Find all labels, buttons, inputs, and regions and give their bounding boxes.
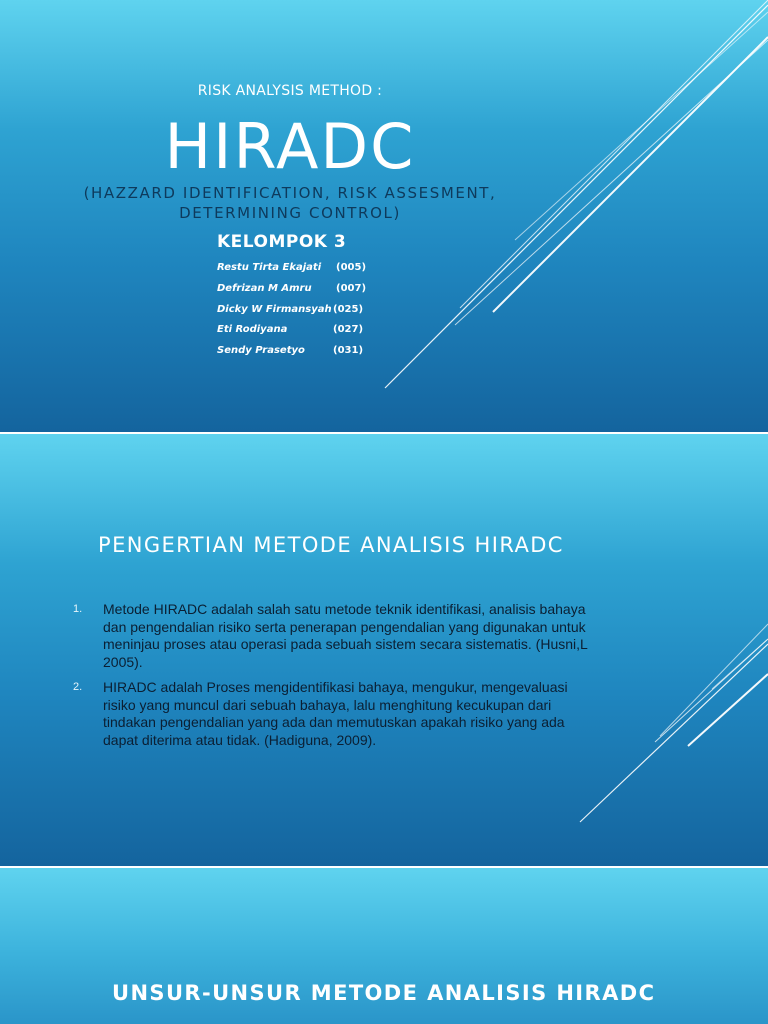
member-id: (027) <box>333 324 364 335</box>
member-id: (031) <box>333 345 364 356</box>
member-name: Defrizan M Amru <box>217 283 312 294</box>
member-name: Dicky W Firmansyah <box>217 304 332 315</box>
deco-line-1 <box>580 644 768 822</box>
list-text: Metode HIRADC adalah salah satu metode teknik identifikasi, analisis bahaya dan pengendalian risiko serta penerapan pengendalian yang digunakan untuk meninjau proses atau operasi pada sebuah sistem secara sistematis. (Husni,L 2005). <box>103 601 588 670</box>
subtitle: RISK ANALYSIS METHOD : <box>197 83 383 99</box>
group-label: KELOMPOK 3 <box>217 232 347 252</box>
member-id: (025) <box>333 304 364 315</box>
member-name: Sendy Prasetyo <box>217 345 305 356</box>
section-heading: PENGERTIAN METODE ANALISIS HIRADC <box>98 533 564 557</box>
member-name: Restu Tirta Ekajati <box>217 262 322 273</box>
member-id: (007) <box>336 283 367 294</box>
list-text: HIRADC adalah Proses mengidentifikasi bahaya, mengukur, mengevaluasi risiko yang muncul dari sebuah bahaya, lalu menghitung kecukupan dari tindakan pengendalian yang ada dan memutuskan apakah risiko yang ada dapat diterima atau tidak. (Hadiguna, 2009). <box>103 679 568 748</box>
member-id: (005) <box>336 262 367 273</box>
slide-title <box>0 0 768 432</box>
page-title: HIRADC <box>164 110 416 183</box>
list-number: 1. <box>73 603 83 615</box>
title-expansion <box>0 183 580 223</box>
title-expansion-line-1: (HAZZARD IDENTIFICATION, RISK ASSESMENT, <box>83 184 497 202</box>
deco-line-4 <box>688 674 768 746</box>
member-name: Eti Rodiyana <box>217 324 288 335</box>
title-expansion-line-2: DETERMINING CONTROL) <box>179 204 401 222</box>
section-heading: UNSUR-UNSUR METODE ANALISIS HIRADC <box>112 981 656 1005</box>
deco-line-3 <box>660 624 768 736</box>
list-number: 2. <box>73 681 83 693</box>
